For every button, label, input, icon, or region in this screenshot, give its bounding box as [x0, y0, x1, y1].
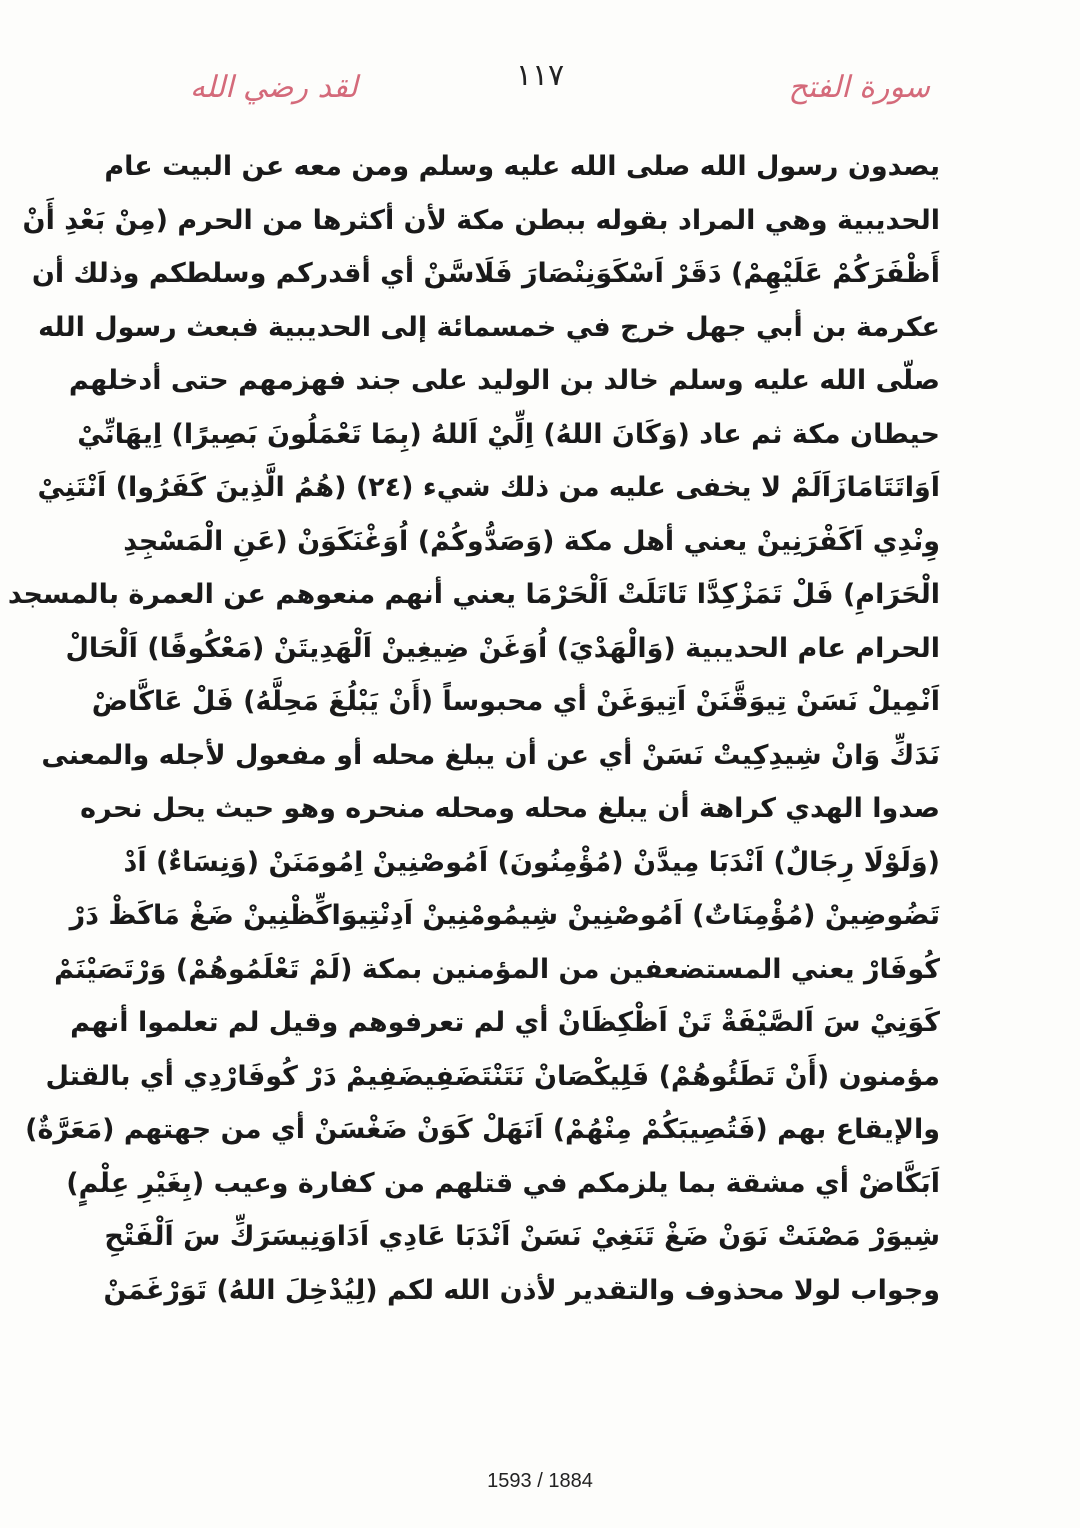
text-line: كَوَنِيْ سَ اَلصَّيْفَةْ تَنْ اَظْكِظَانْ أي لم تعرفوهم وقيل لم تعلموا أنهم	[70, 1007, 940, 1038]
text-line: كُوفَارْ يعني المستضعفين من المؤمنين بمكة (لَمْ تَعْلَمُوهُمْ) وَرْتَصَيْنَمْ	[54, 953, 940, 985]
text-line: اَوَاتَتَامَازَاَلَمْ لا يخفى عليه من ذلك شيء (٢٤) (هُمُ الَّذِينَ كَفَرُوا) اَنْتَنِيْ	[37, 472, 940, 503]
text-line: مؤمنون (أَنْ تَطَئُوهُمْ) فَلِيكْصَانْ نَتَنْتَضَفِيضَفِيمْ دَرْ كُوفَارْدِي أي بالقتل	[45, 1060, 940, 1092]
text-line: الحرام عام الحديبية (وَالْهَدْيَ) اُوَغَنْ ضِيغِينْ اَلْهَدِيتَنْ (مَعْكُوفًا) اَلْحَالْ	[65, 632, 940, 664]
text-line: اَبَكَّاضْ أي مشقة بما يلزمكم في قتلهم من كفارة وعيب (بِغَيْرِ عِلْمٍ)	[66, 1167, 940, 1199]
text-line: حيطان مكة ثم عاد (وَكَانَ اللهُ) اِلِّيْ اَللهُ (بِمَا تَعْمَلُونَ بَصِيرًا) اِيهَانِّيْ	[77, 418, 940, 450]
text-line: اَنْمِيلْ نَسَنْ تِيوَقَّنَنْ اَتِيوَغَنْ أي محبوساً (أَنْ يَبْلُغَ مَحِلَّهُ) فَلْ عَاكَّاضْ	[91, 686, 940, 717]
text-line: صلّى الله عليه وسلم خالد بن الوليد على جند فهزمهم حتى أدخلهم	[68, 365, 940, 396]
text-line: وجواب لولا محذوف والتقدير لأذن الله لكم (لِيُدْخِلَ اللهُ) تَوَرْغَمَنْ	[103, 1274, 940, 1306]
text-line: الحديبية وهي المراد بقوله ببطن مكة لأن أكثرها من الحرم (مِنْ بَعْدِ أَنْ	[22, 204, 940, 236]
page-indicator: 1593 / 1884	[487, 1470, 593, 1492]
handwritten-note-verse: لقد رضي الله	[190, 70, 358, 105]
text-line: نَدَكِّ وَانْ شِيدِكِيتْ نَسَنْ أي عن أن يبلغ محله أو مفعول لأجله والمعنى	[41, 739, 940, 771]
text-line: عكرمة بن أبي جهل خرج في خمسمائة إلى الحديبية فبعث رسول الله	[38, 311, 940, 343]
text-line: شِيوَرْ مَصْنَتْ نَوَنْ ضَغْ تَنَغِيْ نَسَنْ اَنْدَبَا عَادِي اَدَاوَنِيسَرَكِّ سَ اَلْفَتْحِ	[104, 1221, 940, 1252]
text-line: الْحَرَامِ) فَلْ تَمَزْكِدَّا تَاتَلَتْ اَلْحَرْمَا يعني أنهم منعوهم عن العمرة بالمسجد	[7, 579, 940, 610]
text-line: وِنْدِي اَكَفْرَنِينْ يعني أهل مكة (وَصَدُّوكُمْ) اُوَغْنَكَوَنْ (عَنِ الْمَسْجِدِ	[123, 525, 940, 557]
handwritten-note-surah: سورة الفتح	[788, 70, 930, 105]
text-line: يصدون رسول الله صلى الله عليه وسلم ومن معه عن البيت عام	[104, 151, 940, 182]
text-line: والإيقاع بهم (فَتُصِيبَكُمْ مِنْهُمْ) اَنَهَلْ كَوَنْ ضَغْسَنْ أي من جهتهم (مَعَرَّةٌ)	[25, 1114, 940, 1145]
page-number: ١١٧	[515, 58, 565, 93]
text-line: أَظْفَرَكُمْ عَلَيْهِمْ) دَقَرْ اَسْكَوَنِنْصَارَ فَلَاسَّنْ أي أقدركم وسلطكم وذلك أن	[31, 258, 940, 289]
text-line: صدوا الهدي كراهة أن يبلغ محله ومحله منحره وهو حيث يحل نحره	[80, 793, 940, 824]
body-text	[7, 140, 940, 1317]
text-line: تَضُوضِينْ (مُؤْمِنَاتٌ) اَمُوصْنِينْ شِيمُومْنِينْ اَدِنْتِيوَاكِّظْنِينْ ضَغْ مَاكَظْ دَرْ	[69, 900, 940, 931]
text-line: (وَلَوْلَا رِجَالٌ) اَنْدَبَا مِيدَّنْ (مُؤْمِنُونَ) اَمُوصْنِينْ اِمُومَنَنْ (وَنِسَاءٌ) اَدْ	[123, 846, 940, 878]
